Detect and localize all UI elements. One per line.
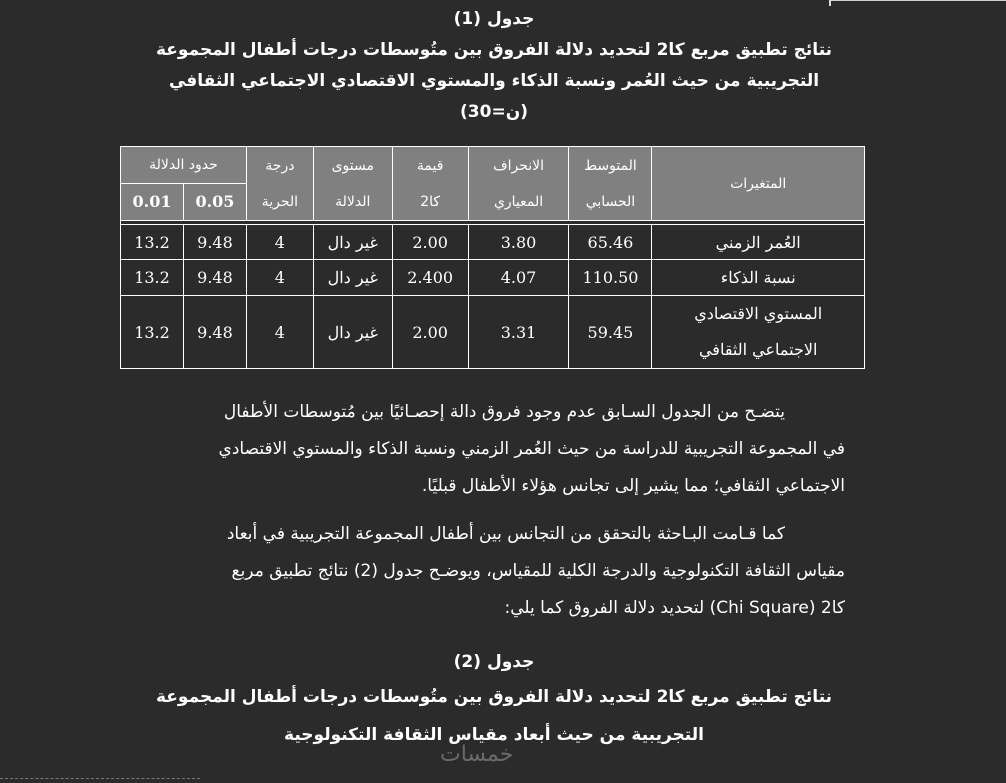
paragraph-2: كما قـامت البـاحثة بالتحقق من التجانس بين أطفال المجموعة التجريبية في أبعاد مقياس الثقافة التكنولوجية والدرجة الكلية للمقياس، ويوضـح جدول (2) نتائج تطبيق مربع كا2 (Chi Square) لتحديد دلالة الفروق كما يلي:: [226, 524, 845, 618]
paragraph-1: يتضـح من الجدول السـابق عدم وجود فروق دالة إحصـائيًا بين مُتوسطات الأطفال في المجموعة التجريبية للدراسة من حيث العُمر الزمني ونسبة الذكاء والمستوي الاقتصادي الاجتماعي الثقافي؛ مما يشير إلى تجانس هؤلاء الأطفال قبليًا.: [218, 402, 845, 496]
header-sd: الانحراف المعياري: [468, 147, 569, 221]
table1-title-line2: التجريبية من حيث العُمر ونسبة الذكاء والمستوي الاقتصادي الاجتماعي الثقافي: [168, 71, 820, 91]
header-p01: 0.01: [121, 184, 184, 221]
header-df: درجة الحرية: [246, 147, 313, 221]
table1-caption: جدول (1): [453, 9, 535, 29]
header-p05: 0.05: [184, 184, 247, 221]
table-row: المستوي الاقتصادي الاجتماعي الثقافي 59.45 3.31 2.00 غير دال 4 9.48 13.2: [121, 296, 865, 369]
watermark-logo: خمسات: [440, 742, 514, 767]
table-row: العُمر الزمني 65.46 3.80 2.00 غير دال 4 9.48 13.2: [121, 225, 865, 260]
table2-title-line2: التجريبية من حيث أبعاد مقياس الثقافة التكنولوجية: [284, 725, 704, 745]
header-level: مستوى الدلالة: [313, 147, 392, 221]
table1-sample-size: (ن=30): [460, 102, 528, 122]
header-variables: المتغيرات: [652, 147, 865, 221]
bottom-divider: [0, 778, 200, 780]
table-row: نسبة الذكاء 110.50 4.07 2.400 غير دال 4 9.48 13.2: [121, 260, 865, 296]
header-chi: قيمة كا2: [392, 147, 468, 221]
table1-title-line1: نتائج تطبيق مربع كا2 لتحديد دلالة الفروق بين متُوسطات درجات أطفال المجموعة: [155, 40, 833, 60]
table2-title-line1: نتائج تطبيق مربع كا2 لتحديد دلالة الفروق بين متُوسطات درجات أطفال المجموعة: [155, 687, 833, 707]
results-table: [120, 146, 865, 369]
variable-cell: المستوي الاقتصادي الاجتماعي الثقافي: [652, 296, 865, 369]
table1-heading: [120, 4, 868, 128]
header-limits: حدود الدلالة: [121, 147, 247, 184]
header-mean: المتوسط الحسابي: [569, 147, 652, 221]
table2-caption: جدول (2): [453, 652, 535, 672]
